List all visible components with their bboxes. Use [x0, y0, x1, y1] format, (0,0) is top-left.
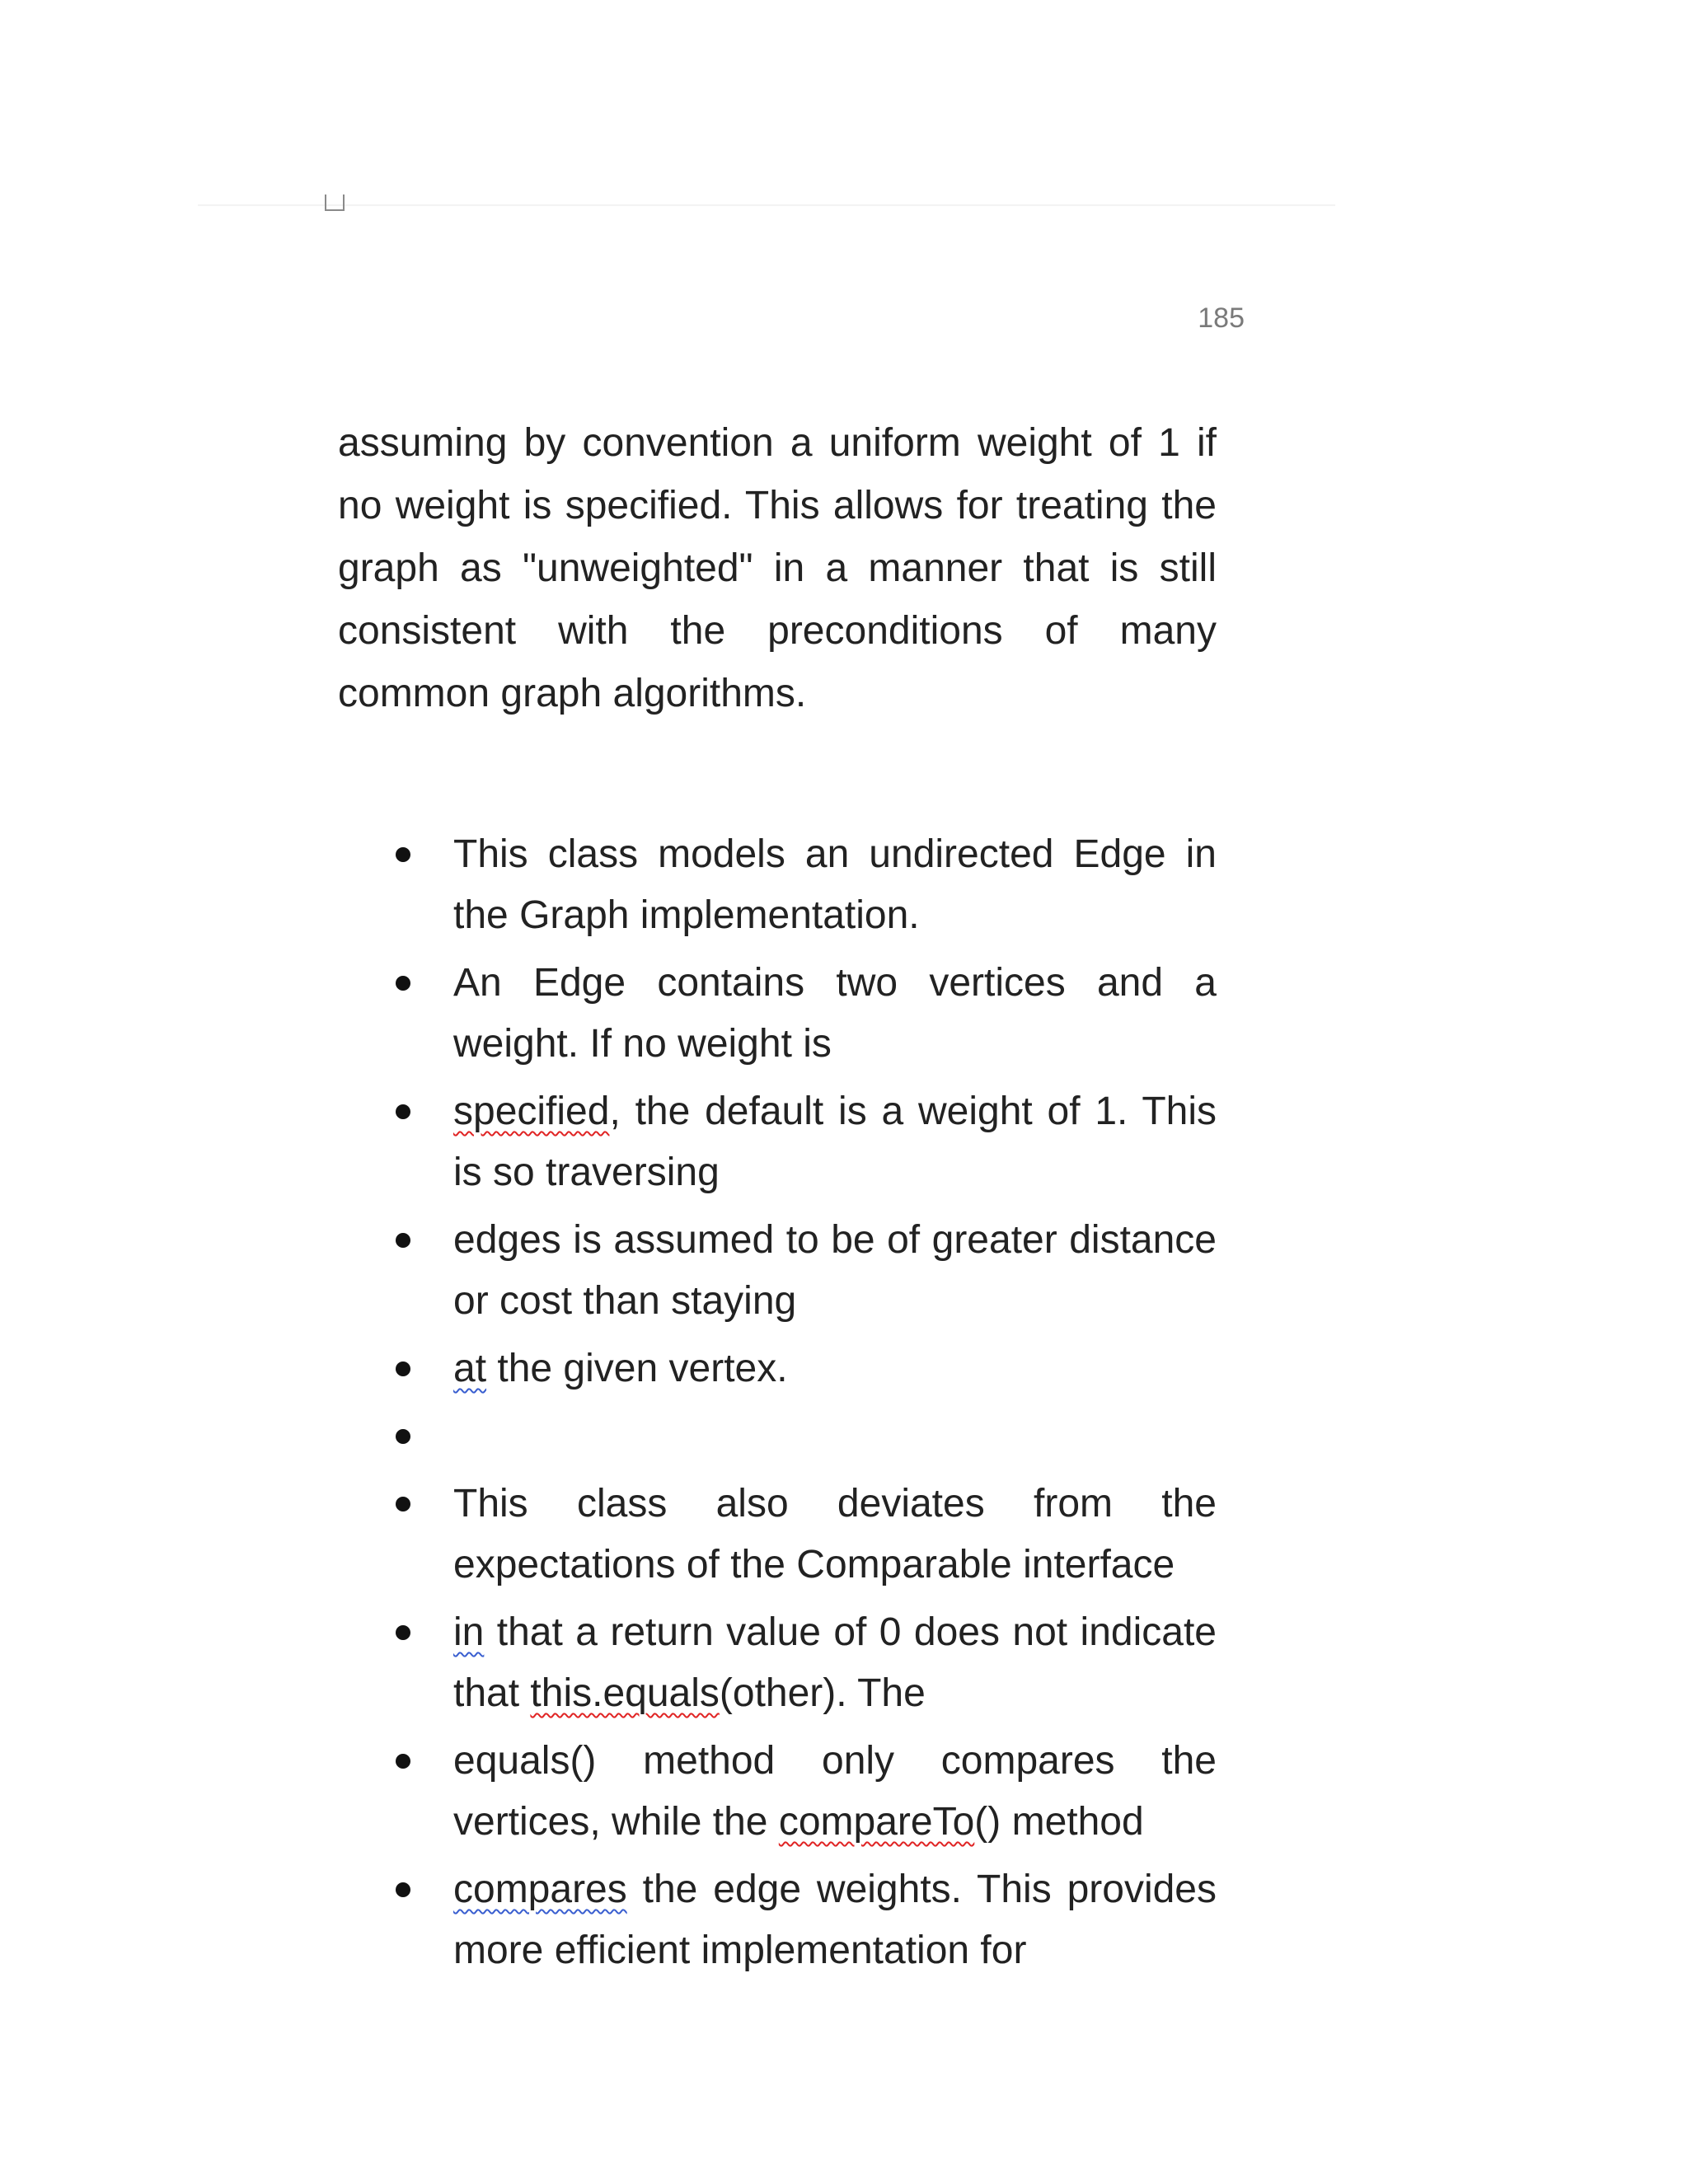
- list-item: [338, 1731, 1217, 1853]
- bullet-icon: [396, 847, 410, 862]
- list-item-text: This class models an undirected Edge in the Graph implementation.: [453, 832, 1217, 937]
- header-divider: [198, 204, 1335, 206]
- spelling-marked-word[interactable]: specified: [453, 1090, 610, 1133]
- list-item-text: [453, 1731, 1217, 1853]
- list-item: [338, 1210, 1217, 1332]
- list-item: [338, 1081, 1217, 1203]
- list-item-text: [453, 1338, 1217, 1399]
- bullet-list: [338, 824, 1217, 1988]
- list-item: [338, 953, 1217, 1075]
- list-item-text-rest: the edge weights. This provides more efficient implementation for: [453, 1868, 1217, 1972]
- list-item: [338, 1338, 1217, 1399]
- grammar-marked-word[interactable]: at: [453, 1347, 487, 1390]
- bullet-icon: [396, 1882, 410, 1897]
- page-number: 185: [1198, 302, 1245, 334]
- list-item-text: An Edge contains two vertices and a weight. If no weight is: [453, 961, 1217, 1066]
- bullet-icon: [396, 1754, 410, 1769]
- list-item-text-rest: () method: [974, 1800, 1144, 1844]
- list-item-text-rest: that a return value of 0 does not indicate that: [453, 1610, 1217, 1715]
- bullet-icon: [396, 1497, 410, 1511]
- list-item-text-rest: , the default is a weight of 1. This is so traversing: [453, 1090, 1217, 1194]
- list-item-text: [453, 1081, 1217, 1203]
- bullet-icon: [396, 1625, 410, 1640]
- list-item-text: edges is assumed to be of greater distance or cost than staying: [453, 1218, 1217, 1323]
- grammar-marked-word[interactable]: compares: [453, 1868, 627, 1911]
- list-item-text: [453, 1859, 1217, 1981]
- list-item-text-rest: (other). The: [719, 1671, 926, 1715]
- list-item-empty: [338, 1406, 1217, 1467]
- list-item-text-rest: equals() method only compares the vertices, while the: [453, 1739, 1217, 1844]
- spelling-marked-word[interactable]: compareTo: [778, 1800, 975, 1844]
- bullet-icon: [396, 1233, 410, 1248]
- list-item: [338, 1602, 1217, 1724]
- header-anchor-marker-icon: [325, 194, 345, 211]
- bullet-icon: [396, 1429, 410, 1444]
- list-item-text-rest: the given vertex.: [486, 1347, 788, 1390]
- list-item-text: [453, 1602, 1217, 1724]
- list-item: [338, 1474, 1217, 1596]
- bullet-icon: [396, 976, 410, 991]
- list-item-text: This class also deviates from the expectations of the Comparable interface: [453, 1482, 1217, 1586]
- body-paragraph: assuming by convention a uniform weight of 1 if no weight is specified. This allows for treating the graph as "unweighted" in a manner that is still consistent with the preconditions of many common graph algorithms.: [338, 421, 1217, 715]
- bullet-icon: [396, 1361, 410, 1376]
- list-item: [338, 824, 1217, 946]
- list-item: [338, 1859, 1217, 1981]
- spelling-marked-word[interactable]: this.equals: [530, 1671, 720, 1715]
- bullet-icon: [396, 1104, 410, 1119]
- grammar-marked-word[interactable]: in: [453, 1610, 485, 1654]
